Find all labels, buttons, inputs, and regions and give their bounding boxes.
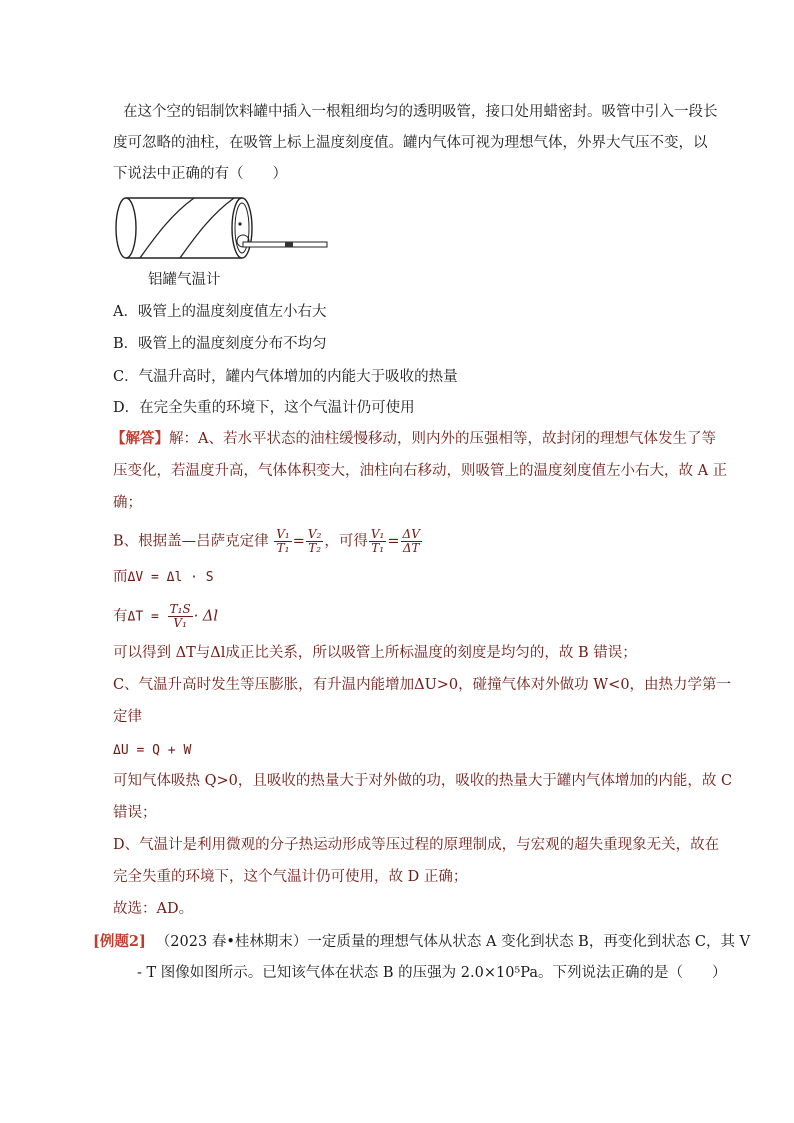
option-a: A．吸管上的温度刻度值左小右大 bbox=[113, 304, 327, 320]
fraction-t1s-v1: $\frac{\text{T₁S}}{\text{V₁}}$ bbox=[169, 602, 191, 630]
answer-d-line-1: D、气温计是利用微观的分子热运动形成等压过程的原理制成，与宏观的超失重现象无关，故在 bbox=[113, 837, 720, 853]
answer-delta-t-line: 有ΔT = $\frac{\text{T₁S}}{\text{V₁}}$ · Δl bbox=[113, 602, 219, 630]
example-2-text: （2023 春•桂林期末）一定质量的理想气体从状态 A 变化到状态 B，再变化到状态 C，其 V bbox=[155, 934, 751, 950]
answer-b-line: B、根据盖—吕萨克定律 $\frac{\text{V₁}}{\text{T₁}}$ = $\frac{\text{V₂}}{\text{T₂}}$ ，可得 $\frac{\text{V₁}}{\text{T₁}}$ = $\frac{\Delta V}{\Delta T}$ bbox=[113, 527, 420, 555]
option-d: D．在完全失重的环境下，这个气温计仍可使用 bbox=[113, 400, 415, 416]
answer-b-conclusion: 可以得到 ΔT与Δl成正比关系，所以吸管上所标温度的刻度是均匀的，故 B 错误； bbox=[113, 645, 637, 661]
delta-v-equation: ΔV = Δl · S bbox=[127, 570, 214, 585]
aluminum-can-thermometer-figure bbox=[112, 194, 334, 264]
fraction-v2-t2: $\frac{\text{V₂}}{\text{T₂}}$ bbox=[307, 527, 322, 555]
answer-d-line-2: 完全失重的环境下，这个气温计仍可使用，故 D 正确； bbox=[113, 869, 468, 885]
question-stem-line-1: 在这个空的铝制饮料罐中插入一根粗细均匀的透明吸管，接口处用蜡密封。吸管中引入一段长 bbox=[123, 104, 718, 120]
example-2-tag: [例题2] bbox=[93, 933, 146, 950]
answer-line-2: 压变化，若温度升高，气体体积变大，油柱向右移动，则吸管上的温度刻度值左小右大，故 A 正 bbox=[113, 463, 728, 479]
question-stem-line-2: 度可忽略的油柱，在吸管上标上温度刻度值。罐内气体可视为理想气体，外界大气压不变，以 bbox=[113, 135, 708, 151]
answer-c-line-2: 定律 bbox=[113, 709, 142, 725]
first-law-formula: ΔU = Q + W bbox=[113, 743, 192, 758]
option-b: B．吸管上的温度刻度分布不均匀 bbox=[113, 336, 327, 352]
delta-t-rhs: · Δl bbox=[193, 608, 219, 625]
fraction-v1-t1: $\frac{\text{V₁}}{\text{T₁}}$ bbox=[276, 527, 290, 555]
answer-text: 解：A、若水平状态的油柱缓慢移动，则内外的压强相等，故封闭的理想气体发生了等 bbox=[169, 431, 716, 447]
figure-caption: 铝罐气温计 bbox=[148, 272, 221, 288]
answer-b-prefix: B、根据盖—吕萨克定律 bbox=[113, 533, 269, 550]
option-c: C．气温升高时，罐内气体增加的内能大于吸收的热量 bbox=[113, 369, 458, 385]
delta-t-lhs: ΔT = bbox=[127, 609, 167, 625]
answer-tag: 【解答】 bbox=[111, 430, 169, 447]
answer-c-line-1: C、气温升高时发生等压膨胀，有升温内能增加ΔU>0，碰撞气体对外做功 W<0，由热力学第一 bbox=[113, 677, 732, 693]
answer-c-line-3: 可知气体吸热 Q>0，且吸收的热量大于对外做的功，吸收的热量大于罐内气体增加的内能，故 C bbox=[113, 773, 733, 789]
question-stem-line-3: 下说法中正确的有（ ） bbox=[113, 166, 287, 182]
fraction-dv-dt: $\frac{\Delta V}{\Delta T}$ bbox=[402, 527, 420, 555]
answer-b-mid: ，可得 bbox=[324, 533, 368, 550]
answer-line-1 bbox=[111, 429, 716, 449]
example-2-line-1 bbox=[93, 932, 750, 952]
fraction-v1-t1-second: $\frac{\text{V₁}}{\text{T₁}}$ bbox=[370, 527, 385, 555]
answer-choice: 故选：AD。 bbox=[113, 901, 194, 917]
example-2-line-2: - T 图像如图所示。已知该气体在状态 B 的压强为 2.0×10⁵Pa。下列说法正确的是（ ） bbox=[137, 965, 727, 981]
answer-c-line-4: 错误； bbox=[113, 805, 157, 821]
answer-delta-v-line: 而ΔV = Δl · S bbox=[113, 569, 214, 585]
answer-line-3: 确； bbox=[113, 495, 142, 511]
